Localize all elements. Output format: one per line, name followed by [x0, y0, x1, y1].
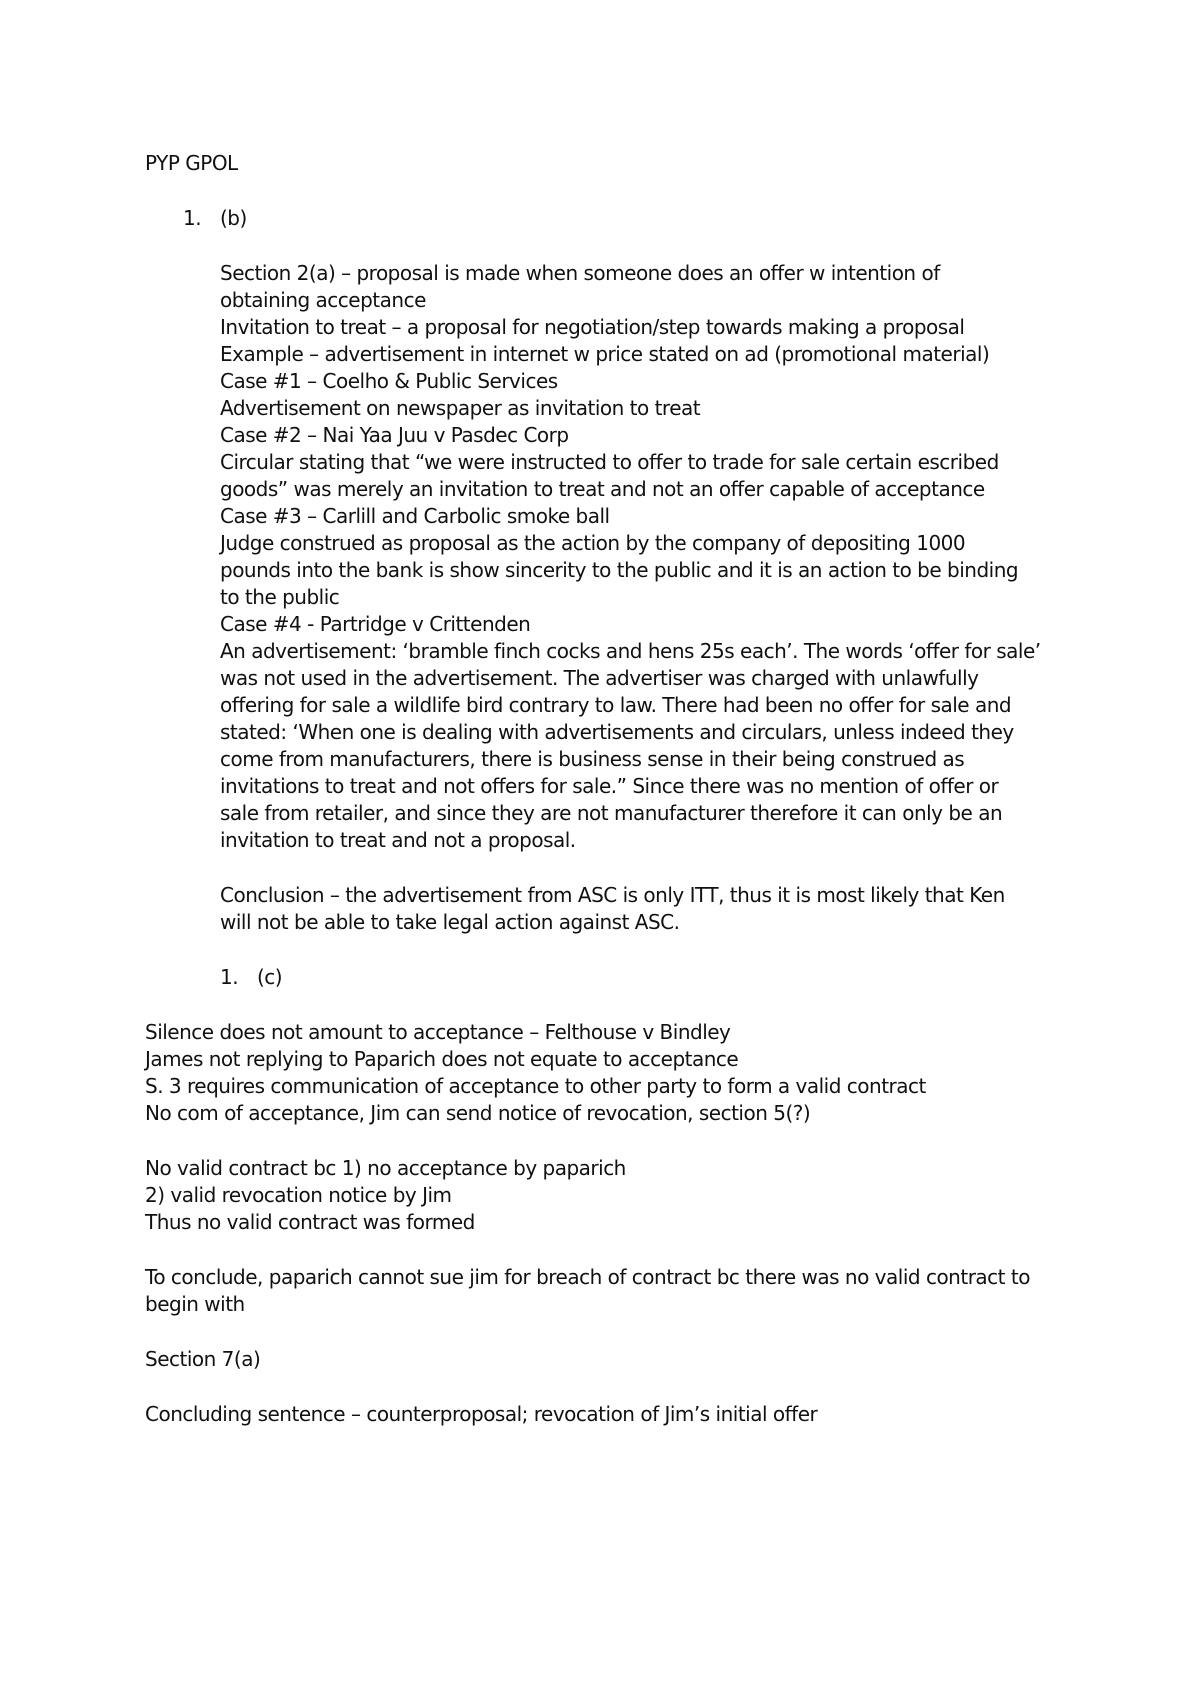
question-number: 1. — [220, 965, 239, 989]
body-line: No valid contract bc 1) no acceptance by paparich — [145, 1156, 626, 1180]
question-part-label: (b) — [220, 206, 247, 230]
conclusion-line: will not be able to take legal action against ASC. — [220, 910, 680, 934]
body-line: Example – advertisement in internet w price stated on ad (promotional material) — [220, 342, 990, 366]
body-line: Judge construed as proposal as the action by the company of depositing 1000 — [220, 531, 966, 555]
body-line: Invitation to treat – a proposal for negotiation/step towards making a proposal — [220, 315, 965, 339]
concluding-sentence: Concluding sentence – counterproposal; revocation of Jim’s initial offer — [145, 1402, 818, 1426]
body-line: Silence does not amount to acceptance – Felthouse v Bindley — [145, 1020, 731, 1044]
document-title: PYP GPOL — [145, 151, 238, 175]
body-line: begin with — [145, 1292, 245, 1316]
body-line: Case #3 – Carlill and Carbolic smoke ball — [220, 504, 610, 528]
body-line: Case #2 – Nai Yaa Juu v Pasdec Corp — [220, 423, 569, 447]
body-line: to the public — [220, 585, 340, 609]
body-line: Circular stating that “we were instructed to offer to trade for sale certain escribed — [220, 450, 999, 474]
question-part-label: (c) — [257, 965, 283, 989]
body-line: Section 2(a) – proposal is made when someone does an offer w intention of — [220, 261, 940, 285]
body-line: goods” was merely an invitation to treat and not an offer capable of acceptance — [220, 477, 985, 501]
body-line: An advertisement: ‘bramble finch cocks and hens 25s each’. The words ‘offer for sale’ — [220, 639, 1041, 663]
body-line: come from manufacturers, there is business sense in their being construed as — [220, 747, 965, 771]
body-line: James not replying to Paparich does not equate to acceptance — [145, 1047, 739, 1071]
body-line: To conclude, paparich cannot sue jim for breach of contract bc there was no valid contract to — [145, 1265, 1030, 1289]
section-reference: Section 7(a) — [145, 1347, 261, 1371]
body-line: was not used in the advertisement. The advertiser was charged with unlawfully — [220, 666, 979, 690]
question-number: 1. — [183, 206, 202, 230]
body-line: offering for sale a wildlife bird contrary to law. There had been no offer for sale and — [220, 693, 1012, 717]
body-line: Thus no valid contract was formed — [145, 1210, 475, 1234]
body-line: stated: ‘When one is dealing with advertisements and circulars, unless indeed they — [220, 720, 1014, 744]
conclusion-line: Conclusion – the advertisement from ASC is only ITT, thus it is most likely that Ken — [220, 883, 1005, 907]
body-line: pounds into the bank is show sincerity to the public and it is an action to be binding — [220, 558, 1019, 582]
body-line: sale from retailer, and since they are not manufacturer therefore it can only be an — [220, 801, 1003, 825]
body-line: invitations to treat and not offers for sale.” Since there was no mention of offer or — [220, 774, 999, 798]
body-line: obtaining acceptance — [220, 288, 426, 312]
body-line: Case #1 – Coelho & Public Services — [220, 369, 558, 393]
body-line: invitation to treat and not a proposal. — [220, 828, 576, 852]
body-line: S. 3 requires communication of acceptance to other party to form a valid contract — [145, 1074, 926, 1098]
body-line: Advertisement on newspaper as invitation to treat — [220, 396, 701, 420]
body-line: 2) valid revocation notice by Jim — [145, 1183, 452, 1207]
body-line: No com of acceptance, Jim can send notice of revocation, section 5(?) — [145, 1101, 811, 1125]
body-line: Case #4 - Partridge v Crittenden — [220, 612, 531, 636]
